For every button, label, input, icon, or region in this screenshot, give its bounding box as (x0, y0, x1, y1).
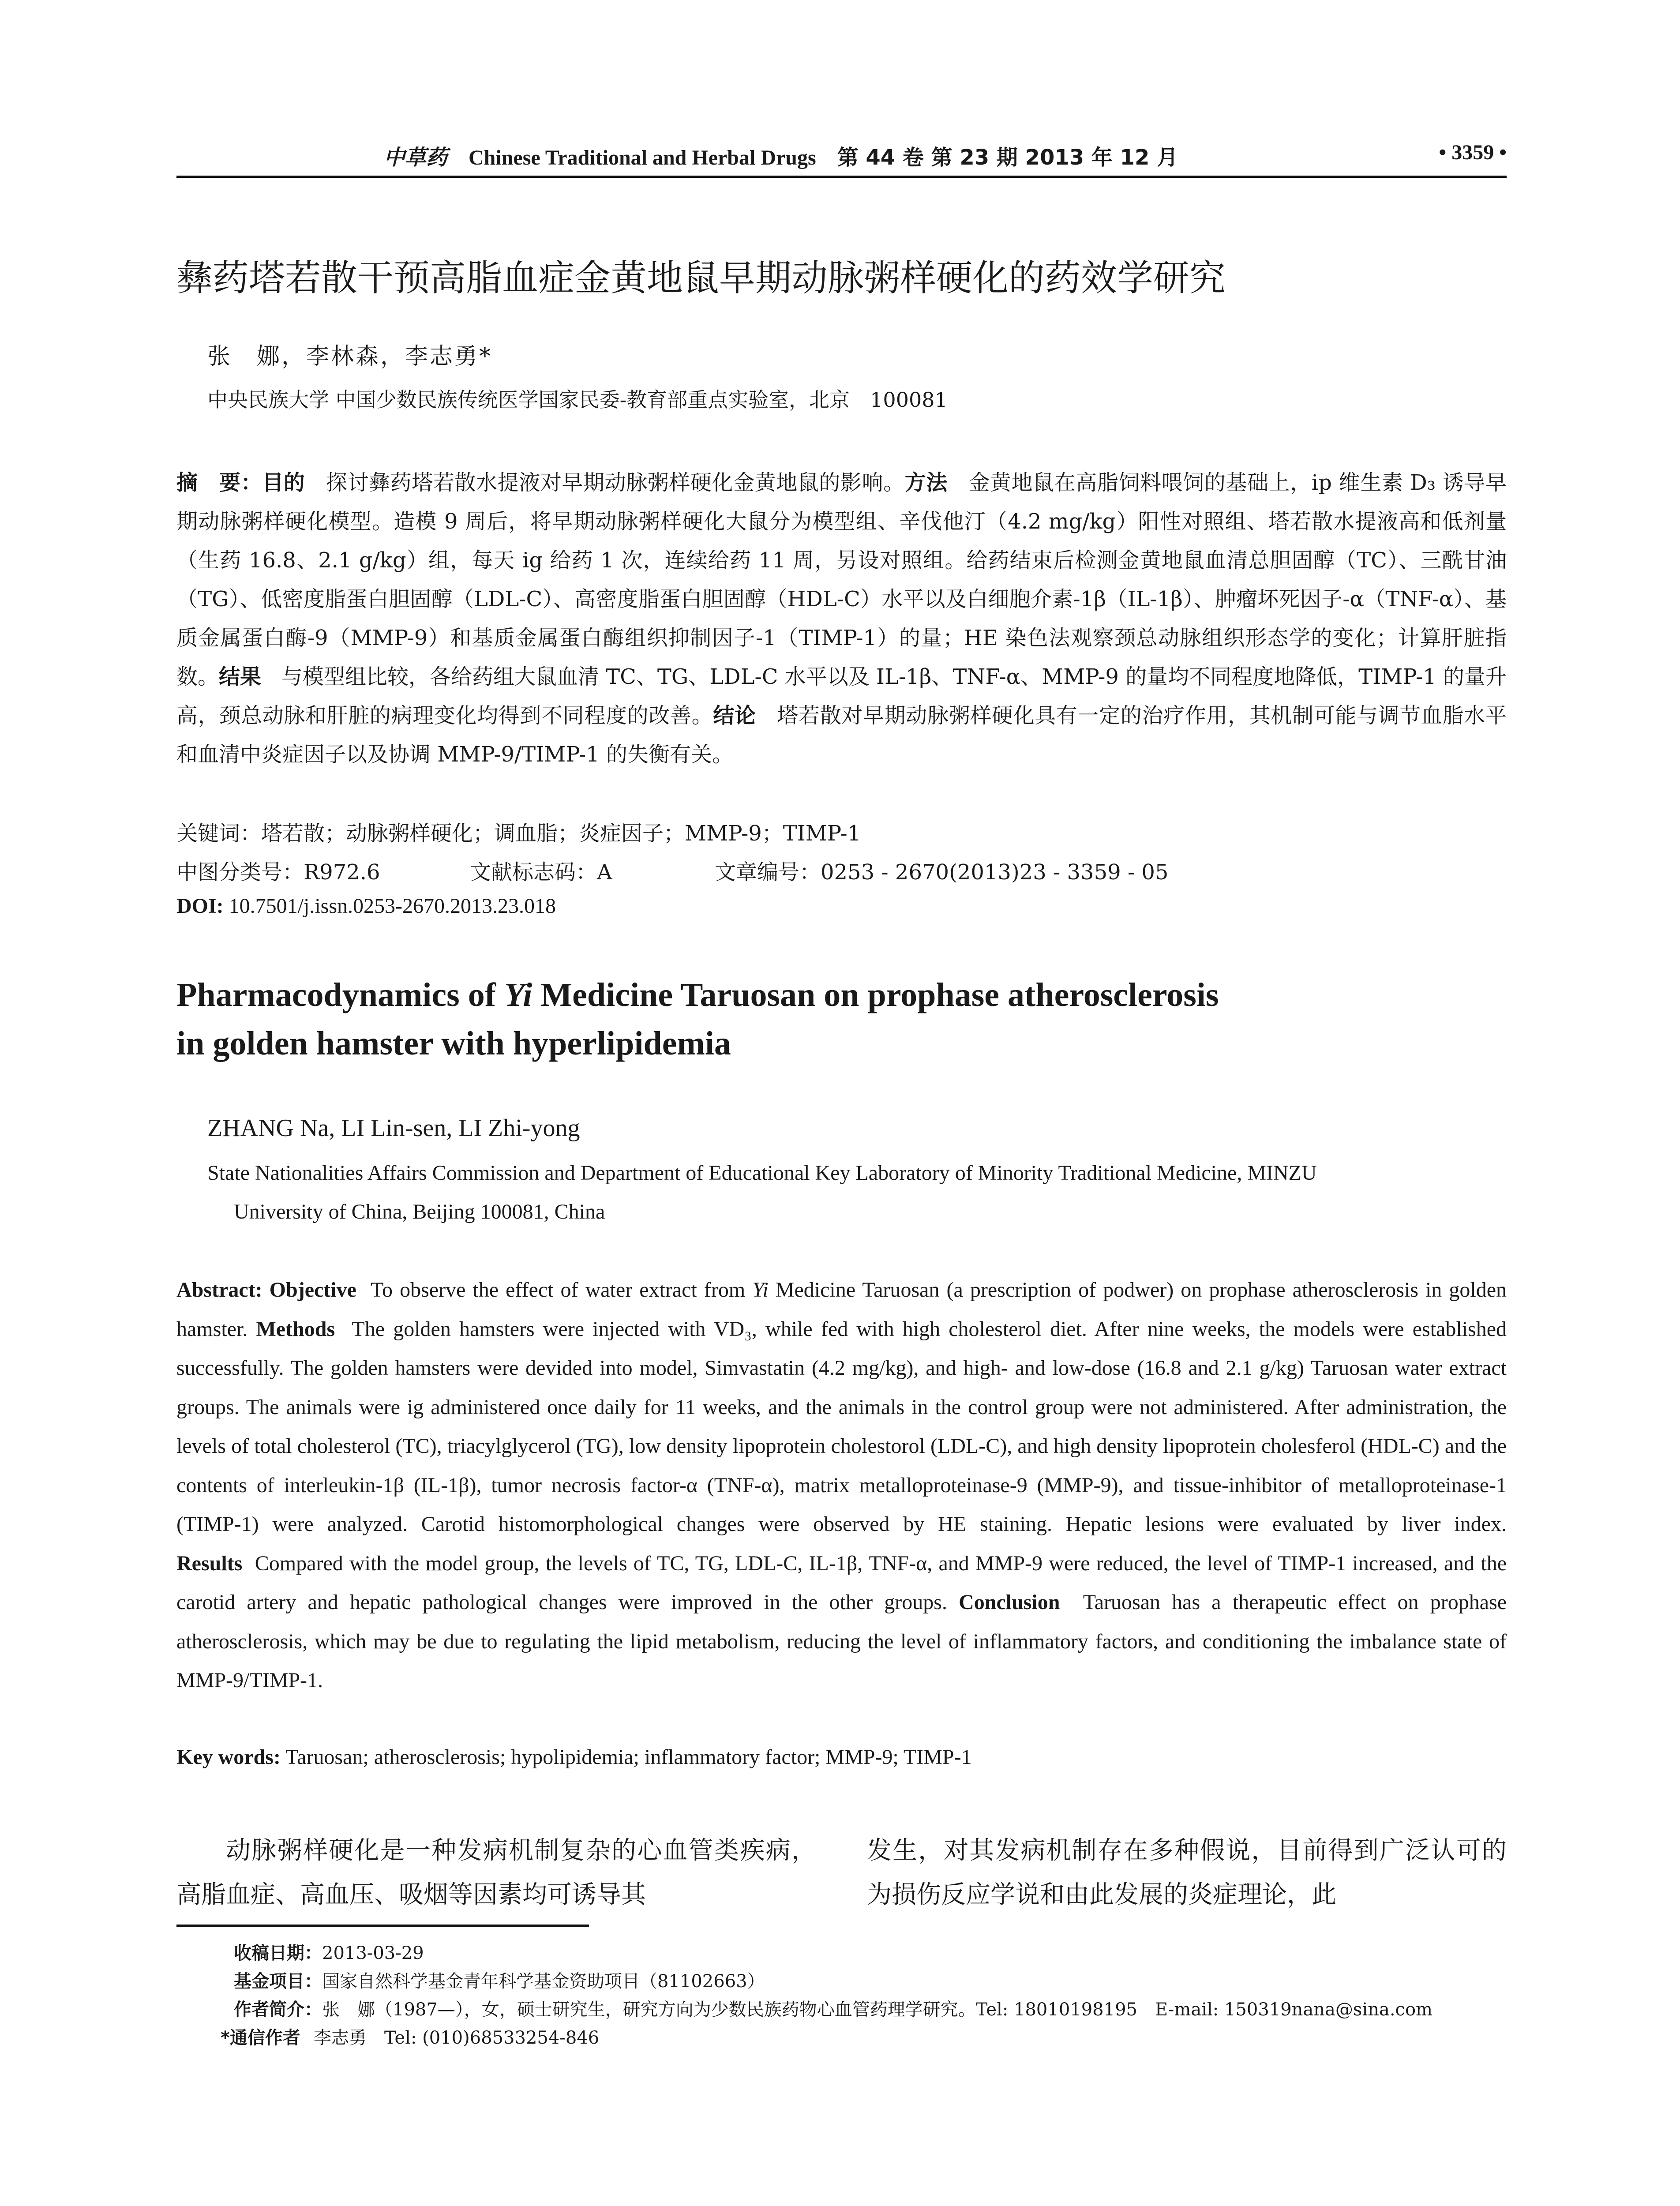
cn-results: 与模型组比较，各给药组大鼠血清 TC、TG、LDL-C 水平以及 IL-1β、TNF-α、MMP-9 的量均不同程度地降低，TIMP-1 的量升高，颈总动脉和肝脏的病理变化均得到不同程度的改善。 (176, 664, 1507, 728)
journal-issue: 第 44 卷 第 23 期 2013 年 12 月 (837, 145, 1178, 170)
cn-authors: 张 娜，李林森，李志勇* (207, 343, 493, 370)
cn-doc-code-label: 文献标志码： (470, 860, 597, 885)
en-objective-italic: Yi (752, 1278, 769, 1302)
running-head-journal (384, 140, 1178, 171)
footnote-fund (234, 1967, 1507, 1996)
journal-cn: 中草药 (384, 145, 448, 170)
cn-keywords (176, 816, 861, 847)
en-objective-label: Objective (269, 1278, 356, 1302)
en-keywords-label: Key words: (176, 1745, 281, 1769)
cn-conclusion-label: 结论 (713, 703, 756, 728)
cn-article-no-label: 文章编号： (715, 860, 821, 885)
en-abstract-label: Abstract: (176, 1278, 262, 1302)
en-abstract (176, 1271, 1507, 1700)
page-number: • 3359 • (1439, 141, 1507, 164)
footnote-author (234, 1996, 1507, 2024)
cn-methods-label: 方法 (904, 470, 948, 495)
cn-results-label: 结果 (219, 664, 262, 689)
footnote-corresponding (221, 2024, 1507, 2052)
body-paragraph: 动脉粥样硬化是一种发病机制复杂的心血管类疾病，高脂血症、高血压、吸烟等因素均可诱导其 (176, 1836, 816, 1909)
body-column-left (176, 1829, 816, 1917)
cn-doc-code (470, 855, 612, 885)
corr-label: *通信作者 (221, 2028, 300, 2048)
cn-title: 彝药塔若散干预高脂血症金黄地鼠早期动脉粥样硬化的药效学研究 (176, 257, 1226, 299)
doi-label: DOI: (176, 894, 224, 918)
corr-value: 李志勇 Tel: (010)68533254-846 (313, 2028, 600, 2048)
en-title-line2: in golden hamster with hyperlipidemia (176, 1025, 731, 1062)
author-label: 作者简介： (234, 2000, 322, 2020)
en-methods: The golden hamsters were injected with VD₃, while fed with high cholesterol diet. After nine weeks, the models were established successfully. The golden hamsters were devided into model, Simvastatin (4.2 mg/kg), and high- and low-dose (16.8 and 2.1 g/kg) Taruosan water extract groups. The animals were ig administered once daily for 11 weeks, and the animals in the control group were not administered. After administration, the levels of total cholesterol (TC), triacylglycerol (TG), low density lipoprotein cholestorol (LDL-C), and high density lipoprotein cholesferol (HDL-C) and the contents of interleukin-1β (IL-1β), tumor necrosis factor-α (TNF-α), matrix metalloproteinase-9 (MMP-9), and tissue-inhibitor of metalloproteinase-1 (TIMP-1) were analyzed. Carotid histomorphological changes were observed by HE staining. Hepatic lesions were evaluated by liver index. (176, 1317, 1507, 1536)
en-title (176, 971, 1507, 1068)
footnote-rule (176, 1925, 589, 1927)
doi-link[interactable]: 10.7501/j.issn.0253-2670.2013.23.018 (229, 894, 556, 918)
received-label: 收稿日期： (234, 1943, 322, 1963)
journal-en: Chinese Traditional and Herbal Drugs (469, 146, 816, 169)
cn-methods: 金黄地鼠在高脂饲料喂饲的基础上，ip 维生素 D₃ 诱导早期动脉粥样硬化模型。造模 9 周后，将早期动脉粥样硬化大鼠分为模型组、辛伐他汀（4.2 mg/kg）阳性对照组、塔若散水提液高和低剂量（生药 16.8、2.1 g/kg）组，每天 ig 给药 1 次，连续给药 11 周，另设对照组。给药结束后检测金黄地鼠血清总胆固醇（TC）、三酰甘油（TG）、低密度脂蛋白胆固醇（LDL-C）、高密度脂蛋白胆固醇（HDL-C）水平以及白细胞介素-1β（IL-1β）、肿瘤坏死因子-α（TNF-α）、基质金属蛋白酶-9（MMP-9）和基质金属蛋白酶组织抑制因子-1（TIMP-1）的量；HE 染色法观察颈总动脉组织形态学的变化；计算肝脏指数。 (176, 470, 1507, 689)
doi (176, 894, 556, 918)
en-affiliation-line2: University of China, Beijing 100081, China (234, 1200, 605, 1223)
cn-conclusion: 塔若散对早期动脉粥样硬化具有一定的治疗作用，其机制可能与调节血脂水平和血清中炎症因子以及协调 MMP-9/TIMP-1 的失衡有关。 (176, 703, 1507, 767)
body-column-right (867, 1829, 1507, 1917)
received-value: 2013-03-29 (322, 1943, 424, 1963)
en-objective-b: Medicine Taruosan (a prescription of podwer) on prophase atherosclerosis in golden hamster. (176, 1278, 1507, 1341)
cn-abstract-label: 摘 要： (176, 470, 262, 495)
cn-article-no-value: 0253 - 2670(2013)23 - 3359 - 05 (821, 860, 1169, 885)
author-value: 张 娜（1987—），女，硕士研究生，研究方向为少数民族药物心血管药理学研究。Tel: 18010198195 E-mail: 150319nana@sina.com (322, 2000, 1432, 2020)
en-title-part2: Medicine Taruosan on prophase atherosclerosis (532, 976, 1219, 1013)
en-affiliation (207, 1154, 1507, 1231)
cn-affiliation: 中央民族大学 中国少数民族传统医学国家民委-教育部重点实验室，北京 100081 (207, 388, 948, 412)
en-conclusion-label: Conclusion (959, 1591, 1060, 1614)
en-authors: ZHANG Na, LI Lin-sen, LI Zhi-yong (207, 1114, 580, 1142)
cn-objective: 探讨彝药塔若散水提液对早期动脉粥样硬化金黄地鼠的影响。 (326, 470, 905, 495)
en-results-label: Results (176, 1551, 243, 1575)
fund-value: 国家自然科学基金青年科学基金资助项目（81102663） (322, 1971, 765, 1992)
cn-clc-label: 中图分类号： (176, 860, 304, 885)
cn-clc (176, 855, 380, 885)
en-methods-label: Methods (256, 1317, 335, 1341)
header-rule (176, 176, 1507, 178)
footnotes (221, 1939, 1507, 2052)
cn-article-no (715, 855, 1168, 885)
cn-keywords-label: 关键词： (176, 821, 262, 846)
cn-keywords-value: 塔若散；动脉粥样硬化；调血脂；炎症因子；MMP-9；TIMP-1 (261, 821, 861, 846)
en-keywords (176, 1745, 1507, 1769)
en-affiliation-line1: State Nationalities Affairs Commission and Department of Educational Key Laboratory of Minority Traditional Medicine, MINZU (207, 1161, 1317, 1185)
fund-label: 基金项目： (234, 1971, 322, 1992)
en-objective-a: To observe the effect of water extract from (371, 1278, 753, 1302)
en-results: Compared with the model group, the levels of TC, TG, LDL-C, IL-1β, TNF-α, and MMP-9 were reduced, the level of TIMP-1 increased, and the carotid artery and hepatic pathological changes were improved in the other groups. (176, 1551, 1507, 1614)
en-conclusion: Taruosan has a therapeutic effect on prophase atherosclerosis, which may be due to regulating the lipid metabolism, reducing the level of inflammatory factors, and conditioning the imbalance state of MMP-9/TIMP-1. (176, 1591, 1507, 1692)
cn-clc-value: R972.6 (304, 860, 380, 885)
cn-objective-label: 目的 (262, 470, 305, 495)
running-head (176, 140, 1507, 176)
en-title-italic: Yi (504, 976, 532, 1013)
cn-doc-code-value: A (597, 860, 612, 885)
en-title-part1: Pharmacodynamics of (176, 976, 505, 1013)
en-keywords-value: Taruosan; atherosclerosis; hypolipidemia; inflammatory factor; MMP-9; TIMP-1 (285, 1745, 972, 1769)
footnote-received (234, 1939, 1507, 1967)
cn-abstract (176, 463, 1507, 774)
body-paragraph-continued: 发生，对其发病机制存在多种假说，目前得到广泛认可的为损伤反应学说和由此发展的炎症理论，此 (867, 1836, 1507, 1909)
